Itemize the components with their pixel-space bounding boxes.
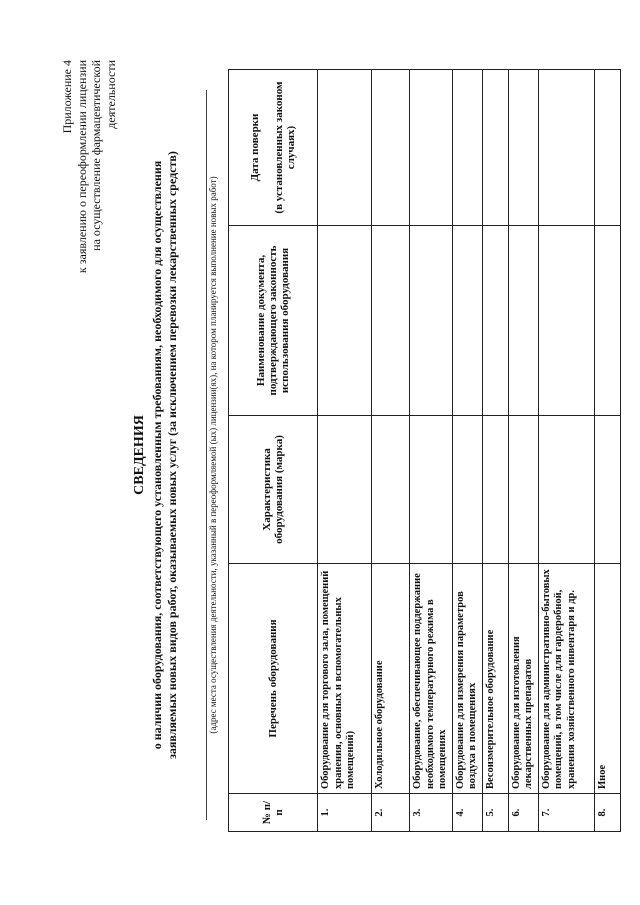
document-page [60, 60, 620, 850]
row-name: Весоизмерительное оборудование [482, 564, 508, 794]
row-date [318, 70, 372, 226]
row-num: 6. [508, 794, 538, 832]
row-char [594, 416, 620, 564]
header-num: № п/п [229, 794, 318, 832]
appendix-header [60, 60, 118, 360]
table-row [372, 70, 410, 832]
row-char [482, 416, 508, 564]
row-name: Оборудование для административно-бытовых помещений, в том числе для гардеробной, хранения хозяйственного инвентаря и др. [538, 564, 594, 794]
table-row [410, 70, 453, 832]
document-subtitle [150, 80, 180, 830]
row-date [594, 70, 620, 226]
row-char [508, 416, 538, 564]
table-header-row [229, 70, 318, 832]
table-row [594, 70, 620, 832]
address-line [206, 90, 207, 820]
table-row [452, 70, 482, 832]
address-caption: (адрес места осуществления деятельности, указанный в переоформляемой (ых) лицензии(ях), на котором планируется выполнение новых работ) [208, 176, 218, 734]
row-doc [508, 226, 538, 416]
row-name: Оборудование для измерения параметров воздуха в помещениях [452, 564, 482, 794]
row-char [372, 416, 410, 564]
row-date [372, 70, 410, 226]
header-char: Характеристика оборудования (марка) [229, 416, 318, 564]
row-name: Оборудование для торгового зала, помещений хранения, основных и вспомогательных помещений) [318, 564, 372, 794]
row-num: 2. [372, 794, 410, 832]
row-num: 4. [452, 794, 482, 832]
table-row [508, 70, 538, 832]
row-char [410, 416, 453, 564]
document-title: СВЕДЕНИЯ [132, 415, 147, 495]
row-doc [372, 226, 410, 416]
row-name: Оборудование для изготовления лекарственных препаратов [508, 564, 538, 794]
row-num: 5. [482, 794, 508, 832]
row-doc [318, 226, 372, 416]
row-date [538, 70, 594, 226]
appendix-line: деятельности [103, 60, 118, 129]
row-char [452, 416, 482, 564]
row-date [452, 70, 482, 226]
header-date [229, 70, 318, 226]
row-num: 7. [538, 794, 594, 832]
row-name: Оборудование, обеспечивающее поддержание необходимого температурного режима в помещениях [410, 564, 453, 794]
row-num: 8. [594, 794, 620, 832]
row-date [410, 70, 453, 226]
header-doc: Наименование документа, подтверждающего законность использования оборудования [229, 226, 318, 416]
table-row [538, 70, 594, 832]
row-char [318, 416, 372, 564]
equipment-table [228, 69, 621, 832]
row-doc [452, 226, 482, 416]
row-char [538, 416, 594, 564]
appendix-line: к заявлению о переоформлении лицензии [74, 60, 89, 274]
appendix-line: на осуществление фармацевтической [89, 60, 103, 251]
row-name: Иное [594, 564, 620, 794]
row-doc [538, 226, 594, 416]
row-date [508, 70, 538, 226]
row-doc [410, 226, 453, 416]
header-list: Перечень оборудования [229, 564, 318, 794]
row-num: 3. [410, 794, 453, 832]
row-doc [594, 226, 620, 416]
table-row [482, 70, 508, 832]
row-name: Холодильное оборудование [372, 564, 410, 794]
subtitle-line: о наличии оборудования, соответствующего установленным требованиям, необходимого для осуществления [150, 160, 164, 750]
table-row [318, 70, 372, 832]
row-date [482, 70, 508, 226]
header-date-note: (в установленных законом случаях) [273, 81, 297, 214]
row-num: 1. [318, 794, 372, 832]
subtitle-line: заявляемых новых видов работ, оказываемых новых услуг (за исключением перевозки лекарственных средств) [165, 151, 179, 759]
header-date-label: Дата поверки [249, 113, 261, 182]
row-doc [482, 226, 508, 416]
appendix-line: Приложение 4 [60, 60, 74, 134]
